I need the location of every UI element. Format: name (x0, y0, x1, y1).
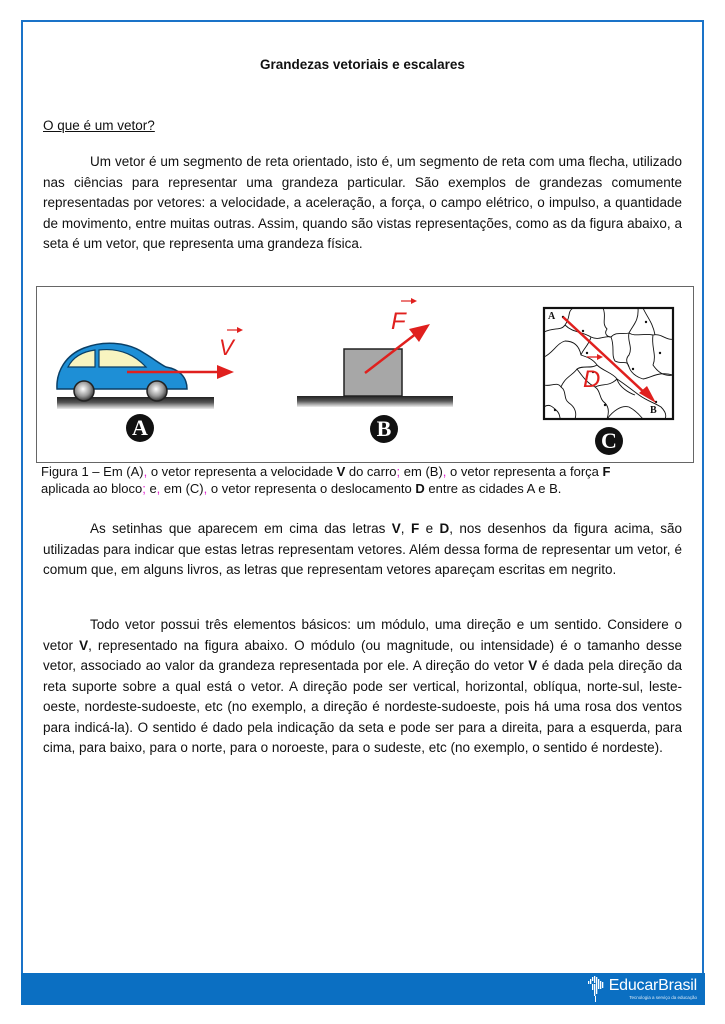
educarbrasil-logo (586, 975, 697, 1003)
paragraph-1 (43, 152, 682, 255)
caption-text: em (C) (160, 481, 204, 496)
separator: , (400, 521, 411, 536)
caption-text: entre as cidades A e B. (424, 481, 562, 496)
caption-bold-d: D (415, 481, 425, 496)
velocity-vector-arrow (127, 327, 267, 387)
caption-bold-f: F (602, 464, 611, 479)
figure-caption (41, 463, 686, 497)
panel-c-badge: C (595, 427, 623, 455)
paragraph-3-text: é dada pela direção da reta suporte sobre a qual está o vetor. A direção pode ser vertical, horizontal, oblíqua, norte-sul, leste-oeste, nordeste-sudoeste, etc (no exemplo, a direção é nordeste-sudoeste, pois há uma rosa dos ventos para indicá-la). O sentido é dado pela indicação da seta e pode ser para a direita, para a esquerda, para cima, para baixo, para o norte, para o noroeste, para o sudeste, etc (no exemplo, o sentido é nordeste). (43, 658, 682, 755)
caption-text: do carro (345, 464, 397, 479)
map-illustration (543, 307, 675, 421)
footer-tagline: Tecnologia a serviço da educação (629, 994, 697, 1000)
caption-punct: , (156, 481, 161, 496)
svg-text:V: V (219, 335, 234, 360)
bold-v: V (391, 521, 401, 536)
footer-brand: EducarBrasil (608, 976, 697, 994)
caption-punct: , (203, 481, 208, 496)
force-vector-arrow (357, 297, 477, 387)
section-heading: O que é um vetor? (43, 118, 155, 133)
svg-text:F: F (391, 308, 406, 335)
paragraph-3-text: , representado na figura abaixo. O módulo (ou magnitude, ou intensidade) é o tamanho desse vetor, associado ao valor da grandeza representada por ele. A direção do vetor (43, 637, 682, 673)
panel-b-badge: B (370, 415, 398, 443)
south-america-map-icon (586, 976, 606, 1002)
caption-punct: ; (396, 464, 401, 479)
caption-text: o vetor representa o deslocamento (207, 481, 416, 496)
caption-text: em (B) (400, 464, 443, 479)
caption-text: o vetor representa a força (446, 464, 603, 479)
panel-a-badge: A (126, 414, 154, 442)
page-title: Grandezas vetoriais e escalares (260, 57, 465, 72)
caption-text: Figura 1 – Em (A) (41, 464, 144, 479)
paragraph-1-text: Um vetor é um segmento de reta orientado, isto é, um segmento de reta com uma flecha, utilizado nas ciências para representar uma grandeza particular. São exemplos de grandezas comumente representadas por vetores: a velocidade, a aceleração, a força, o campo elétrico, o impulso, a quantidade de movimento, entre muitas outras. Assim, quando são vistas representações, como as da figura abaixo, a seta é um vetor, que representa uma grandeza física. (43, 154, 682, 251)
caption-punct: ; (142, 481, 146, 496)
footer-band (21, 973, 705, 1005)
svg-text:D: D (583, 366, 601, 393)
paragraph-3-text: Todo vetor possui três elementos básicos: um módulo, uma direção e um sentido. Considere o vetor (43, 617, 682, 653)
separator: e (419, 521, 440, 536)
caption-punct: , (442, 464, 447, 479)
caption-punct: , (143, 464, 148, 479)
caption-text: e (145, 481, 157, 496)
paragraph-2-text: As setinhas que aparecem em cima das letras (90, 521, 392, 536)
paragraph-3 (43, 615, 682, 759)
caption-text: aplicada ao bloco (41, 481, 143, 496)
caption-bold-v: V (336, 464, 346, 479)
bold-v: V (79, 637, 89, 653)
paragraph-2 (43, 519, 682, 581)
bold-v: V (528, 658, 538, 673)
paragraph-2-text: , nos desenhos da figura acima, são utilizadas para indicar que estas letras representam vetores. Além dessa forma de representar um vetor, é comum que, em alguns livros, as letras que representam vetores apareçam escritas em negrito. (43, 521, 682, 577)
caption-text: o vetor representa a velocidade (147, 464, 337, 479)
bold-f: F (410, 521, 420, 536)
figure-1 (36, 286, 694, 463)
bold-d: D (439, 521, 450, 536)
svg-text:B: B (650, 405, 657, 416)
svg-text:A: A (548, 311, 556, 322)
